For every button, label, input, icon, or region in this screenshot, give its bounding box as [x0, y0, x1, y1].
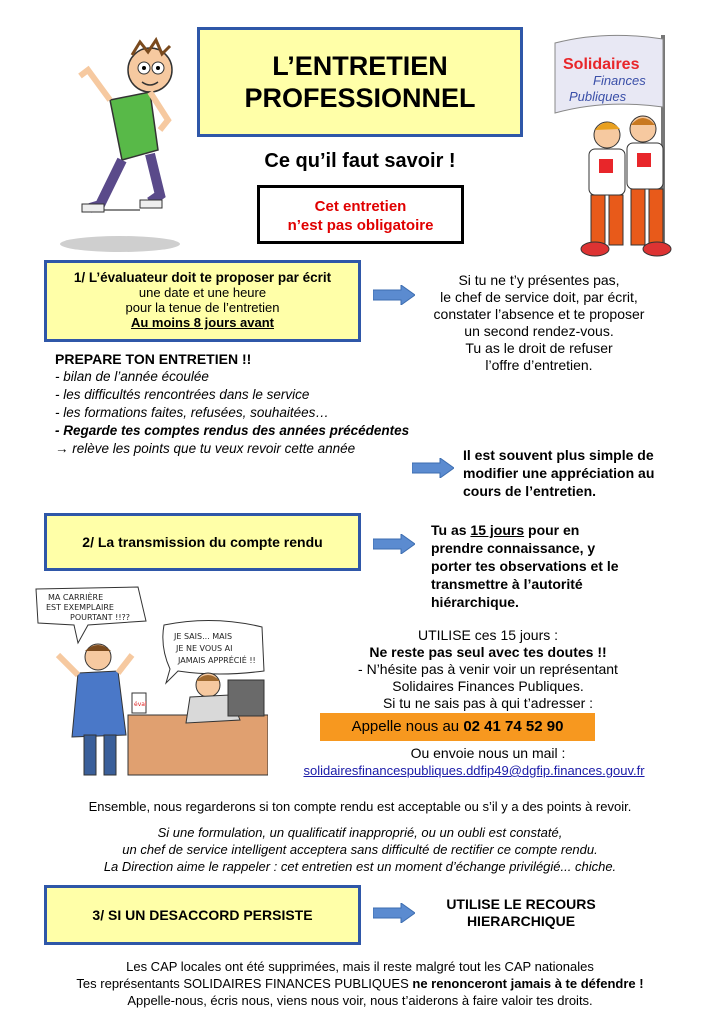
utilise-bold-line: Ne reste pas seul avec tes doutes !! [369, 644, 607, 660]
step1-line3: pour la tenue de l’entretien [125, 300, 280, 315]
title-line2: PROFESSIONNEL [244, 83, 476, 113]
bottom-line: Appelle-nous, écris nous, viens nous voir, nous t’aiderons à faire valoir tes droits. [127, 993, 593, 1008]
simpler-line: modifier une appréciation au [463, 465, 655, 481]
fifteen-line: hiérarchique. [431, 594, 519, 610]
prepare-item-bold: - Regarde tes comptes rendus des années précédentes [55, 423, 410, 438]
formulation-line: un chef de service intelligent acceptera sans difficulté de rectifier ce compte rendu. [122, 842, 598, 857]
absence-line: le chef de service doit, par écrit, [440, 289, 638, 305]
arrow-right-icon [373, 903, 415, 923]
bottom-text [10, 958, 710, 1009]
phone-banner [320, 713, 595, 741]
office-cartoon-illustration [28, 585, 268, 790]
logo-line1: Solidaires [563, 56, 640, 73]
utilise-block [268, 627, 708, 712]
absence-line: un second rendez-vous. [464, 323, 614, 339]
simpler-line: Il est souvent plus simple de [463, 447, 654, 463]
fifteen-prefix: Tu as [431, 522, 471, 538]
absence-line: constater l’absence et te proposer [433, 306, 645, 322]
fifteen-days: 15 jours [470, 522, 525, 538]
logo-line3: Publiques [569, 89, 627, 104]
fifteen-rest: pour en [524, 522, 580, 538]
prepare-block [55, 350, 475, 458]
arrow-right-icon [373, 534, 415, 554]
bubble-left-line1: MA CARRIÈRE [48, 593, 104, 602]
bubble-left-line2: EST EXEMPLAIRE [46, 603, 114, 612]
prepare-item-last: → relève les points que tu veux revoir cette année [55, 441, 356, 456]
title-line1: L’ENTRETIEN [272, 51, 448, 81]
bubble-left-line3: POURTANT !!?? [70, 613, 131, 622]
warning-line1: Cet entretien [314, 198, 407, 215]
warning-line2: n’est pas obligatoire [287, 217, 434, 234]
simpler-line: cours de l’entretien. [463, 483, 597, 499]
flag-bearers-illustration [545, 25, 705, 265]
prepare-item: - les formations faites, refusées, souhaitées… [55, 405, 329, 420]
utilise-line: UTILISE ces 15 jours : [417, 627, 559, 643]
fifteen-days-text [431, 521, 681, 611]
evaluation-card-label: éval [134, 701, 147, 708]
formulation-line: Si une formulation, un qualificatif inapproprié, ou un oubli est constaté, [157, 825, 563, 840]
not-mandatory-box [257, 185, 464, 244]
worried-man-illustration [50, 30, 190, 255]
fifteen-line: prendre connaissance, y [431, 540, 596, 556]
arrow-right-icon [412, 458, 454, 478]
bottom-line: Les CAP locales ont été supprimées, mais il reste malgré tout les CAP nationales [126, 959, 594, 974]
fifteen-line: porter tes observations et le [431, 558, 619, 574]
mail-link[interactable]: solidairesfinancespubliques.ddfip49@dgfip.finances.gouv.fr [303, 763, 645, 778]
subtitle: Ce qu’il faut savoir ! [264, 150, 456, 172]
fifteen-line: transmettre à l’autorité [431, 576, 583, 592]
logo-line2: Finances [593, 73, 646, 88]
recours-line: HIERARCHIQUE [466, 913, 576, 929]
bottom-line-bold: ne renonceront jamais à te défendre ! [412, 976, 644, 991]
absence-line: l’offre d’entretien. [485, 357, 593, 373]
utilise-line: - N’hésite pas à venir voir un représentant [358, 661, 618, 677]
step1-box [44, 260, 361, 342]
phone-label: Appelle nous au [351, 718, 464, 735]
absence-line: Si tu ne t’y présentes pas, [458, 272, 620, 288]
bubble-right-line3: JAMAIS APPRÉCIÉ !! [178, 656, 256, 665]
arrow-right-icon [373, 285, 415, 305]
phone-number[interactable]: 02 41 74 52 90 [463, 718, 564, 735]
step1-heading: 1/ L’évaluateur doit te proposer par écrit [73, 270, 332, 285]
recours-text [416, 896, 626, 930]
step3-box [44, 885, 361, 945]
step2-label: 2/ La transmission du compte rendu [82, 534, 323, 550]
step3-label: 3/ SI UN DESACCORD PERSISTE [92, 907, 313, 923]
prepare-item: - bilan de l’année écoulée [55, 369, 209, 384]
step1-line2: une date et une heure [138, 285, 267, 300]
step1-deadline: Au moins 8 jours avant [130, 315, 275, 330]
ensemble-text: Ensemble, nous regarderons si ton compte rendu est acceptable ou s’il y a des points à revoir. [88, 799, 632, 814]
mail-label: Ou envoie nous un mail : [410, 745, 566, 761]
recours-line: UTILISE LE RECOURS [446, 896, 596, 912]
absence-line: Tu as le droit de refuser [465, 340, 613, 356]
bubble-right-line2: JE NE VOUS AI [176, 644, 233, 653]
prepare-item: - les difficultés rencontrées dans le service [55, 387, 310, 402]
bubble-right-line1: JE SAIS... MAIS [174, 632, 233, 641]
prepare-heading: PREPARE TON ENTRETIEN !! [55, 351, 252, 367]
bottom-line-prefix: Tes représentants SOLIDAIRES FINANCES PUBLIQUES [76, 976, 413, 991]
title-box [197, 27, 523, 137]
formulation-line: La Direction aime le rappeler : cet entretien est un moment d’échange privilégié... chiche. [103, 859, 617, 874]
utilise-line: Si tu ne sais pas à qui t’adresser : [382, 695, 594, 711]
simpler-text [463, 446, 693, 500]
formulation-block [20, 824, 700, 875]
step2-box [44, 513, 361, 571]
utilise-line: Solidaires Finances Publiques. [392, 678, 584, 694]
